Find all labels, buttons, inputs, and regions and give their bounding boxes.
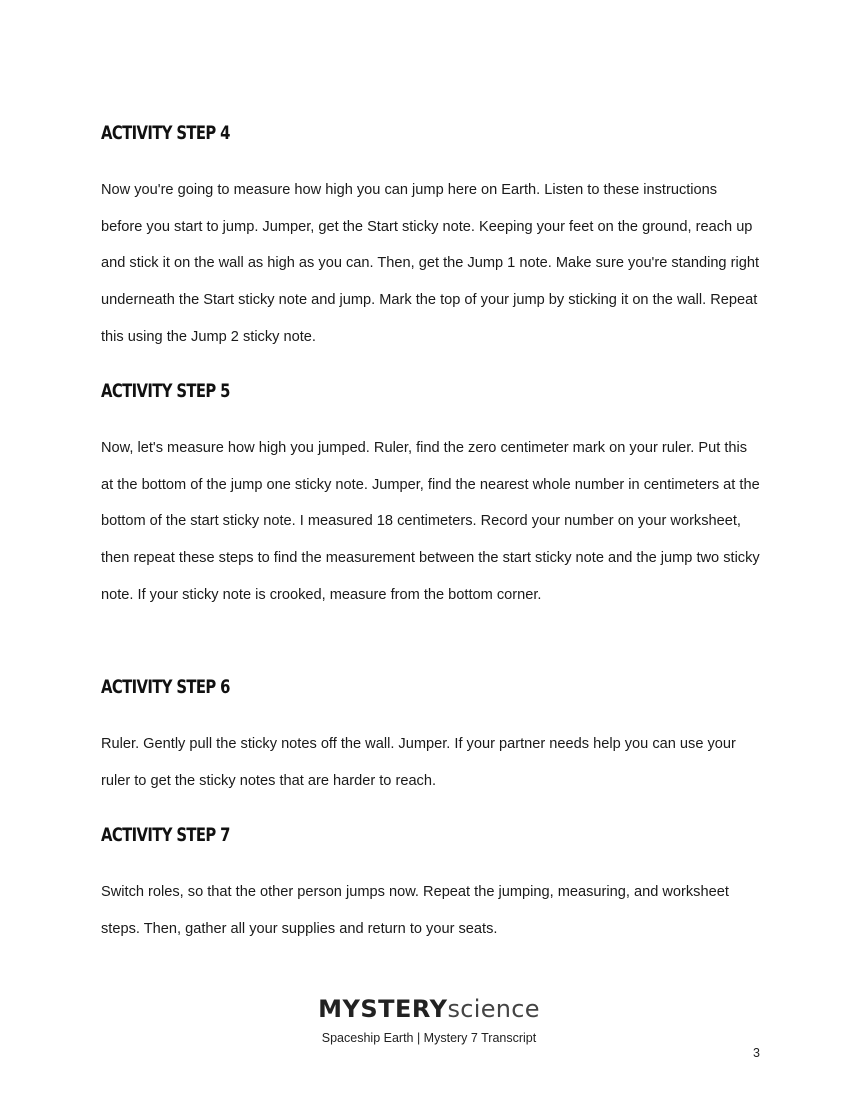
step-heading: ACTIVITY STEP 4 [101,122,230,144]
page-number: 3 [753,1046,760,1060]
activity-step-4 [101,121,761,356]
step-paragraph: Now you're going to measure how high you can jump here on Earth. Listen to these instructions before you start to jump. Jumper, get the Start sticky note. Keeping your feet on the ground, reach up and stick it on the wall as high as you can. Then, get the Jump 1 note. Make sure you're standing right underneath the Start sticky note and jump. Mark the top of your jump by sticking it on the wall. Repeat this using the Jump 2 sticky note. [101,182,759,345]
footer-caption: Spaceship Earth | Mystery 7 Transcript [321,1031,537,1045]
mystery-science-logo [318,994,540,1025]
footer-logo-area [0,994,858,1025]
activity-step-5 [101,379,761,614]
step-heading: ACTIVITY STEP 6 [101,676,230,698]
step-paragraph: Ruler. Gently pull the sticky notes off the wall. Jumper. If your partner needs help you can use your ruler to get the sticky notes that are harder to reach. [101,736,736,789]
step-paragraph: Switch roles, so that the other person jumps now. Repeat the jumping, measuring, and worksheet steps. Then, gather all your supplies and return to your seats. [101,884,729,937]
step-paragraph: Now, let's measure how high you jumped. Ruler, find the zero centimeter mark on your ruler. Put this at the bottom of the jump one sticky note. Jumper, find the nearest whole number in centimeters at the bottom of the start sticky note. I measured 18 centimeters. Record your number on your worksheet, then repeat these steps to find the measurement between the start sticky note and the jump two sticky note. If your sticky note is crooked, measure from the bottom corner. [101,440,760,603]
activity-step-7 [101,823,761,947]
logo-bold-text: MYSTERY [318,995,448,1023]
step-heading: ACTIVITY STEP 7 [101,824,230,846]
activity-step-6 [101,675,761,799]
logo-light-text: science [447,995,540,1023]
step-heading: ACTIVITY STEP 5 [101,380,230,402]
